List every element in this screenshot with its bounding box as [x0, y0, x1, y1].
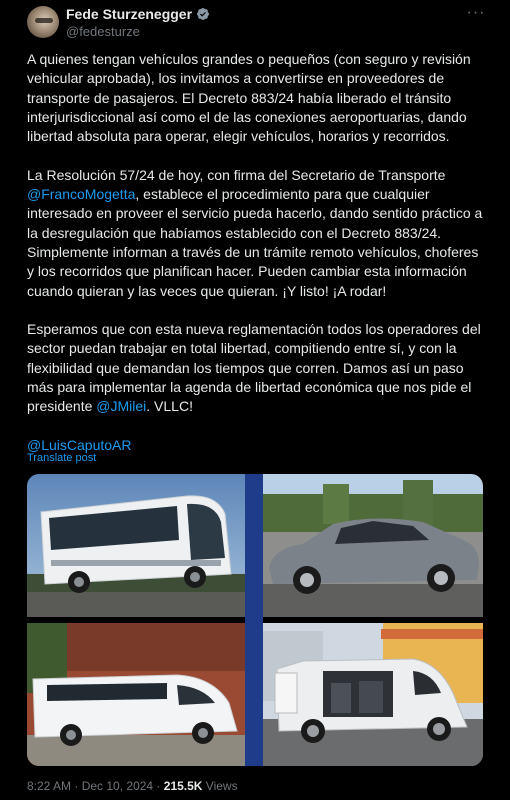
- media-divider: [245, 474, 263, 766]
- media-photo-sedan[interactable]: [263, 474, 483, 617]
- mention-link-luiscaputoar[interactable]: @LuisCaputoAR: [27, 436, 132, 453]
- media-grid: [27, 474, 483, 766]
- more-horizontal-icon[interactable]: ···: [466, 4, 486, 21]
- media-photo-van[interactable]: [27, 623, 245, 766]
- author-name[interactable]: Fede Sturzenegger: [66, 6, 193, 22]
- meta-separator: ·: [71, 779, 82, 793]
- author-name-row: [66, 6, 210, 22]
- tweet-meta: [27, 779, 238, 793]
- avatar[interactable]: [27, 6, 59, 38]
- media-photo-bus[interactable]: [27, 474, 245, 617]
- author-handle[interactable]: @fedesturze: [66, 24, 140, 39]
- tweet-text-span: Esperamos que con esta nueva reglamentación todos los operadores del sector puedan trabajar en total libertad, compitiendo entre sí, y con la flexibilidad que demandan los tiempos que corren. Damos así un paso más para implementar la agenda de libertad económica que nos pide el presidente: [27, 321, 481, 415]
- verified-badge-icon: [196, 7, 210, 21]
- tweet-time[interactable]: 8:22 AM: [27, 779, 72, 793]
- mention-link-francomogetta[interactable]: @FrancoMogetta: [27, 186, 136, 203]
- tweet-paragraph-4: [27, 436, 489, 455]
- tweet-text: [27, 50, 489, 475]
- views-label: Views: [202, 779, 238, 793]
- media-photo-utility-van[interactable]: [263, 623, 483, 766]
- tweet-paragraph-2: [27, 166, 489, 301]
- tweet-paragraph-1: A quienes tengan vehículos grandes o pequeños (con seguro y revisión vehicular aprobada), los invitamos a convertirse en proveedores de transporte de pasajeros. El Decreto 883/24 había liberado el tránsito interjurisdiccional así como el de las conexiones aeroportuarias, dando libertad absoluta para operar, elegir vehículos, horarios y recorridos.: [27, 51, 471, 145]
- meta-separator: ·: [153, 779, 164, 793]
- tweet-paragraph-3: [27, 320, 489, 416]
- views-count: 215.5K: [163, 779, 203, 793]
- tweet-text-span: . VLLC!: [146, 398, 193, 415]
- tweet-date[interactable]: Dec 10, 2024: [81, 779, 154, 793]
- mention-link-jmilei[interactable]: @JMilei: [96, 398, 147, 415]
- tweet-header: [0, 0, 510, 48]
- tweet-text-span: La Resolución 57/24 de hoy, con firma del Secretario de Transporte: [27, 166, 446, 183]
- translate-post-link[interactable]: Translate post: [27, 452, 97, 464]
- tweet-text-span: , establece el procedimiento para que cualquier interesado en proveer el servicio pueda hacerlo, dando sentido práctico a la desregulación que habíamos establecido con el Decreto 883/24. Simplemente informan a través de un trámite remoto vehículos, choferes y los recorridos que planifican hacer. Pueden cambiar esta información cuando quieran y las veces que quieran. ¡Y listo! ¡A rodar!: [27, 186, 483, 299]
